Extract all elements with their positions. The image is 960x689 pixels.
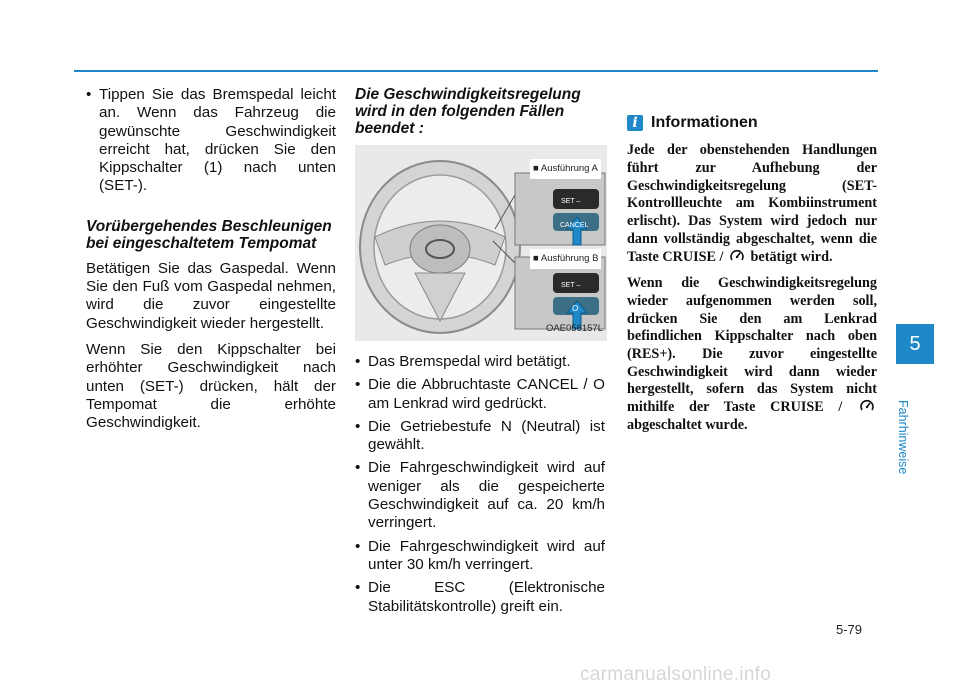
list-item: • Das Bremspedal wird betätigt.	[355, 353, 605, 371]
paragraph: Betätigen Sie das Gaspedal. Wenn Sie den Fuß vom Gaspedal nehmen, wird die zuvor eingestellte Geschwindigkeit wieder hergestellt.	[86, 259, 336, 332]
list-item: • Die die Abbruchtaste CANCEL / O am Lenkrad wird gedrückt.	[355, 376, 605, 413]
list-item: • Die Fahrgeschwindigkeit wird auf weniger als die gespeicherte Geschwindigkeit auf ca. 20 km/h verringert.	[355, 459, 605, 532]
paragraph: Jede der obenstehenden Handlungen führt zur Aufhebung der Geschwindigkeitsregelung (SET-Kontrollleuchte am Kombiinstrument erlischt). Das System wird jedoch nur dann vollständig abgeschaltet, wenn die Taste CRUISE / betätigt wird.	[627, 142, 877, 265]
chapter-number: 5	[909, 332, 921, 355]
cruise-icon	[860, 399, 874, 413]
chapter-tab	[896, 324, 934, 364]
figure-label-variant-b: ■ Ausführung B	[530, 249, 601, 269]
section-heading: Die Geschwindigkeitsregelung wird in den folgenden Fällen beendet :	[355, 86, 581, 137]
paragraph: Wenn Sie den Kippschalter bei erhöhter Geschwindigkeit nach unten (SET-) drücken, hält der Tempomat die erhöhte Geschwindigkeit.	[86, 340, 336, 432]
column-1	[86, 86, 336, 440]
figure-code: OAE056157L	[545, 322, 603, 334]
steering-wheel-figure	[355, 145, 607, 341]
chapter-name: Fahrhinweise	[896, 400, 910, 475]
info-body	[627, 142, 877, 434]
cancel-button-label: CANCEL	[560, 222, 589, 229]
set-button-label-a: SET –	[561, 198, 581, 205]
list-item: • Tippen Sie das Bremspedal leicht an. Wenn das Fahrzeug die gewünschte Geschwindigkeit erreicht hat, drücken Sie den Kippschalter (1) nach unten (SET-).	[86, 86, 336, 196]
cruise-icon	[730, 249, 744, 263]
cancel-conditions-list	[355, 353, 605, 616]
cancel-o-button-label: O	[572, 304, 579, 313]
watermark: carmanualsonline.info	[580, 664, 772, 685]
page-number: 5-79	[836, 622, 863, 637]
info-title: Informationen	[651, 114, 758, 131]
info-icon: i	[627, 115, 643, 131]
section-heading: Vorübergehendes Beschleunigen bei eingeschaltetem Tempomat	[86, 217, 332, 252]
list-item: • Die Getriebestufe N (Neutral) ist gewählt.	[355, 418, 605, 455]
column-2	[355, 86, 605, 624]
set-button-label-b: SET –	[561, 282, 581, 289]
list-item: • Die Fahrgeschwindigkeit wird auf unter 30 km/h verringert.	[355, 538, 605, 575]
info-header	[627, 114, 877, 132]
paragraph: Wenn die Geschwindigkeitsregelung wieder aufgenommen werden soll, drücken Sie den am Lenkrad befindlichen Kippschalter nach oben (RES+). Die zuvor eingestellte Geschwindigkeit wird dann wieder hergestellt, sofern das System nicht mithilfe der Taste CRUISE / abgeschaltet wurde.	[627, 275, 877, 433]
list-item: • Die ESC (Elektronische Stabilitätskontrolle) greift ein.	[355, 579, 605, 616]
top-rule	[74, 70, 878, 72]
figure-label-variant-a: ■ Ausführung A	[530, 159, 601, 179]
column-3	[627, 86, 877, 444]
